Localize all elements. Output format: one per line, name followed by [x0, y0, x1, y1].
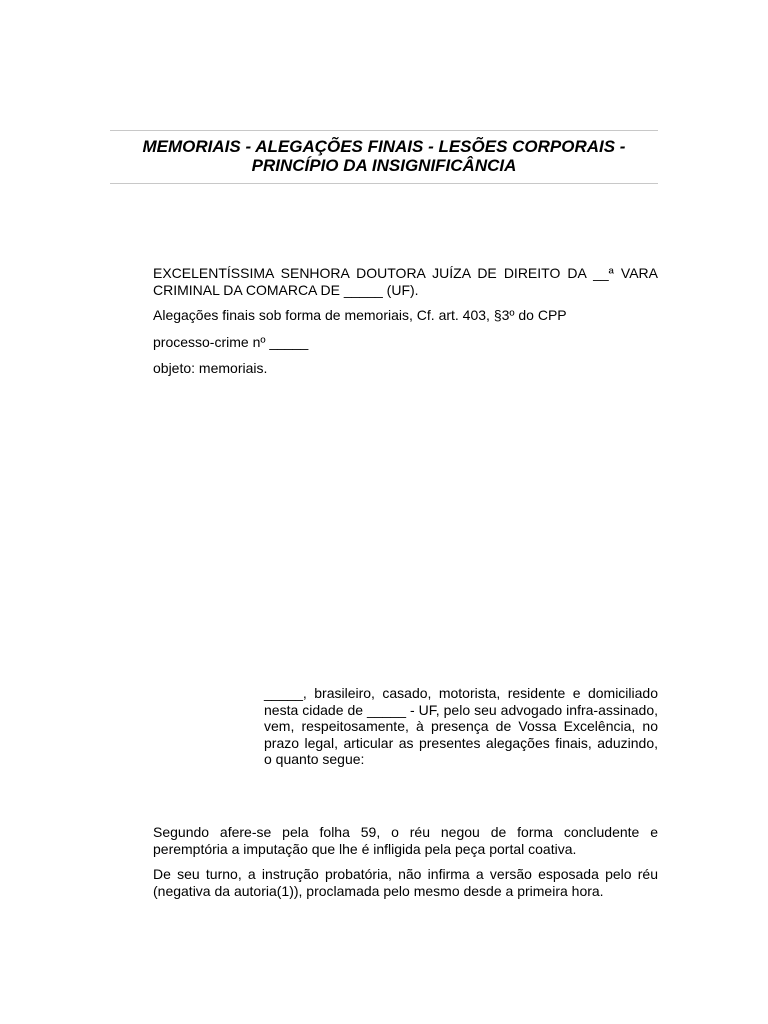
body-paragraph-1: Segundo afere-se pela folha 59, o réu negou de forma concludente e peremptória a imputação que lhe é infligida pela peça portal coativa.: [153, 824, 658, 857]
addressee-paragraph: EXCELENTÍSSIMA SENHORA DOUTORA JUÍZA DE DIREITO DA __ª VARA CRIMINAL DA COMARCA DE _____ (UF).: [153, 265, 658, 298]
title-bottom-rule: [110, 183, 658, 184]
process-line: processo-crime nº _____: [153, 334, 309, 350]
title-line-1: MEMORIAIS - ALEGAÇÕES FINAIS - LESÕES CORPORAIS -: [142, 137, 626, 156]
title-top-rule: [110, 130, 658, 131]
object-line: objeto: memoriais.: [153, 360, 268, 376]
body-paragraph-2: De seu turno, a instrução probatória, não infirma a versão esposada pelo réu (negativa da autoria(1)), proclamada pelo mesmo desde a primeira hora.: [153, 866, 658, 899]
title-line-2: PRINCÍPIO DA INSIGNIFICÂNCIA: [251, 156, 517, 175]
intro-paragraph: _____, brasileiro, casado, motorista, residente e domiciliado nesta cidade de _____ - UF, pelo seu advogado infra-assinado, vem, respeitosamente, à presença de Vossa Excelência, no prazo legal, articular as presentes alegações finais, aduzindo, o quanto segue:: [264, 685, 658, 767]
document-title: [110, 137, 658, 175]
form-line: Alegações finais sob forma de memoriais, Cf. art. 403, §3º do CPP: [153, 307, 567, 323]
